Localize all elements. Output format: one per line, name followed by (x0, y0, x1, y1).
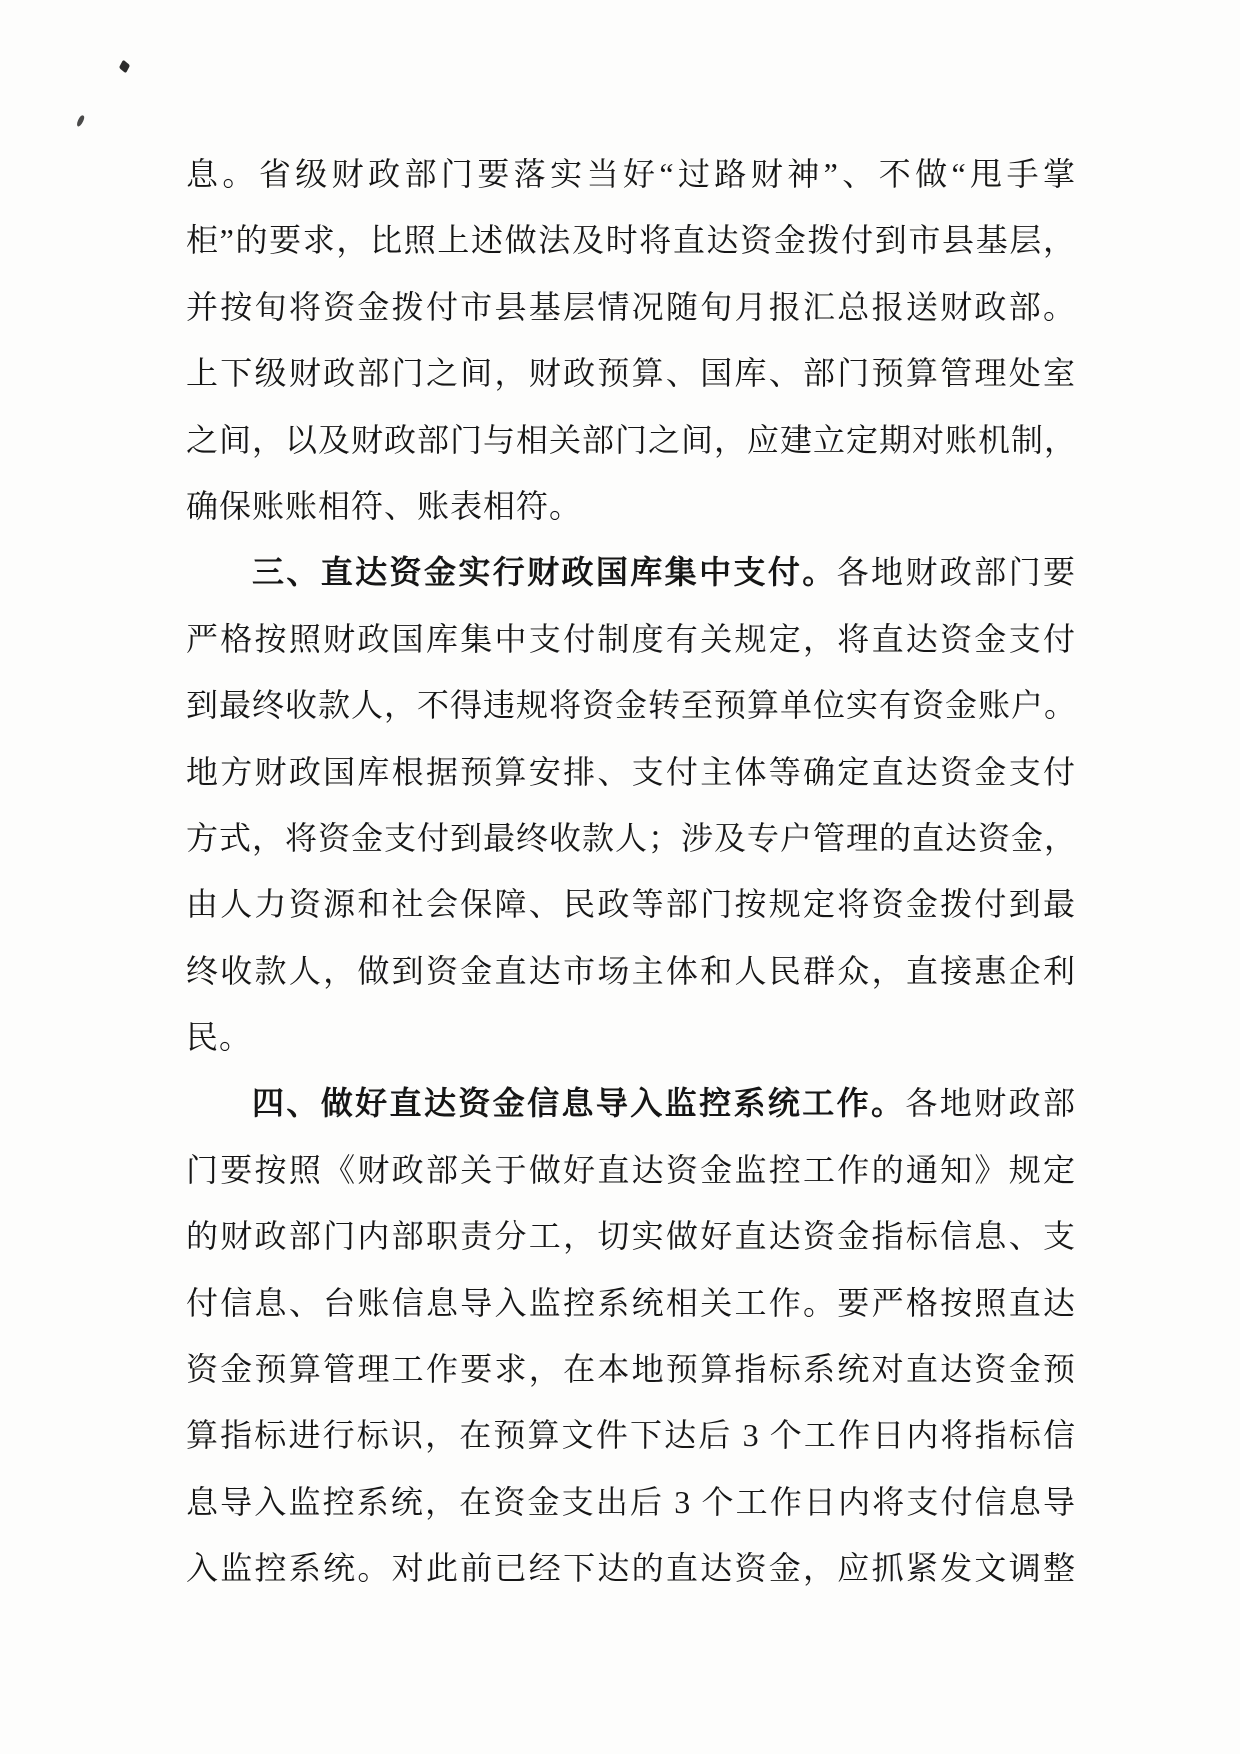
body-text-line: 民。 (186, 1019, 253, 1056)
paragraph-continuation (186, 141, 1076, 539)
body-text-line: 息。省级财政部门要落实当好“过路财神”、不做“甩手掌 (186, 156, 1076, 192)
body-text-line: 确保账账相符、账表相符。 (186, 487, 583, 524)
body-text-line: 柜”的要求，比照上述做法及时将直达资金拨付到市县基层， (186, 222, 1076, 259)
body-text-line: 到最终收款人，不得违规将资金转至预算单位实有资金账户。 (186, 687, 1078, 724)
body-text-line: 之间，以及财政部门与相关部门之间，应建立定期对账机制， (186, 421, 1078, 458)
body-text-line: 资金预算管理工作要求，在本地预算指标系统对直达资金预 (186, 1351, 1076, 1388)
body-text-line: 上下级财政部门之间，财政预算、国库、部门预算管理处室 (186, 355, 1076, 392)
scan-artifact-tick (76, 115, 85, 128)
body-text-line: 并按旬将资金拨付市县基层情况随旬月报汇总报送财政部。 (186, 288, 1076, 325)
section-three-heading-tail: 各地财政部门要 (836, 554, 1076, 591)
section-heading-line (186, 539, 1076, 605)
body-text-line: 地方财政国库根据预算安排、支付主体等确定直达资金支付 (186, 753, 1076, 790)
body-text-line: 的财政部门内部职责分工，切实做好直达资金指标信息、支 (186, 1218, 1076, 1255)
body-text-line: 方式，将资金支付到最终收款人；涉及专户管理的直达资金， (186, 819, 1078, 856)
document-body (186, 141, 1076, 1602)
paragraph-section-three (186, 539, 1076, 1070)
body-text-line: 门要按照《财政部关于做好直达资金监控工作的通知》规定 (186, 1151, 1076, 1188)
paragraph-section-four (186, 1070, 1076, 1601)
section-four-heading: 四、做好直达资金信息导入监控系统工作。 (252, 1085, 906, 1122)
body-text-line: 入监控系统。对此前已经下达的直达资金，应抓紧发文调整 (186, 1550, 1076, 1587)
body-text-line: 由人力资源和社会保障、民政等部门按规定将资金拨付到最 (186, 886, 1076, 923)
scan-artifact-dot (119, 60, 130, 74)
section-four-heading-tail: 各地财政部 (905, 1085, 1076, 1122)
body-text-line: 终收款人，做到资金直达市场主体和人民群众，直接惠企利 (186, 952, 1076, 989)
body-text-line: 息导入监控系统，在资金支出后 3 个工作日内将支付信息导 (186, 1483, 1076, 1520)
section-three-heading: 三、直达资金实行财政国库集中支付。 (252, 554, 837, 591)
body-text-line: 付信息、台账信息导入监控系统相关工作。要严格按照直达 (186, 1284, 1076, 1321)
body-text-line: 算指标进行标识，在预算文件下达后 3 个工作日内将指标信 (186, 1417, 1076, 1454)
section-heading-line (186, 1070, 1076, 1136)
body-text-line: 严格按照财政国库集中支付制度有关规定，将直达资金支付 (186, 620, 1076, 657)
